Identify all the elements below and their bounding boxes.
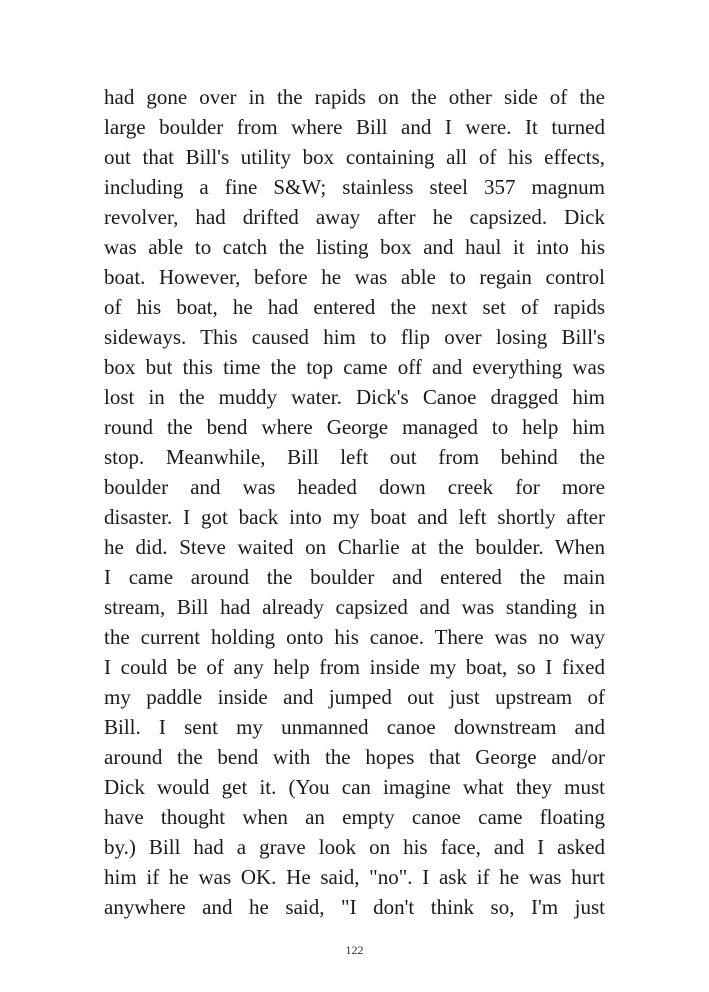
text-line: lost in the muddy water. Dick's Canoe dragged him [104,385,605,409]
text-line: Bill. I sent my unmanned canoe downstream and [104,715,605,739]
text-line: I could be of any help from inside my boat, so I fixed [104,655,605,679]
text-line: stop. Meanwhile, Bill left out from behind the [104,445,605,469]
text-line: I came around the boulder and entered the main [104,565,605,589]
text-line: he did. Steve waited on Charlie at the boulder. When [104,535,605,559]
text-line: boat. However, before he was able to regain control [104,265,605,289]
text-line: have thought when an empty canoe came floating [104,805,605,829]
text-line: disaster. I got back into my boat and left shortly after [104,505,605,529]
text-line: large boulder from where Bill and I were. It turned [104,115,605,139]
text-line: round the bend where George managed to help him [104,415,605,439]
text-line: anywhere and he said, "I don't think so, I'm just [104,895,605,919]
page-number: 122 [345,943,364,957]
text-line: was able to catch the listing box and haul it into his [104,235,605,259]
text-line: boulder and was headed down creek for more [104,475,605,499]
text-line: around the bend with the hopes that George and/or [104,745,605,769]
text-line: including a fine S&W; stainless steel 357 magnum [104,175,605,199]
text-line: my paddle inside and jumped out just upstream of [104,685,605,709]
text-line: him if he was OK. He said, "no". I ask if he was hurt [104,865,605,889]
text-line: revolver, had drifted away after he capsized. Dick [104,205,605,229]
body-text [104,82,605,922]
text-line: Dick would get it. (You can imagine what they must [104,775,605,799]
text-line: by.) Bill had a grave look on his face, and I asked [104,835,605,859]
text-line: the current holding onto his canoe. There was no way [104,625,605,649]
text-line: of his boat, he had entered the next set of rapids [104,295,605,319]
text-line: had gone over in the rapids on the other side of the [104,85,605,109]
text-line: stream, Bill had already capsized and was standing in [104,595,605,619]
text-line: out that Bill's utility box containing all of his effects, [104,145,605,169]
text-line: box but this time the top came off and everything was [104,355,605,379]
text-line: sideways. This caused him to flip over losing Bill's [104,325,605,349]
